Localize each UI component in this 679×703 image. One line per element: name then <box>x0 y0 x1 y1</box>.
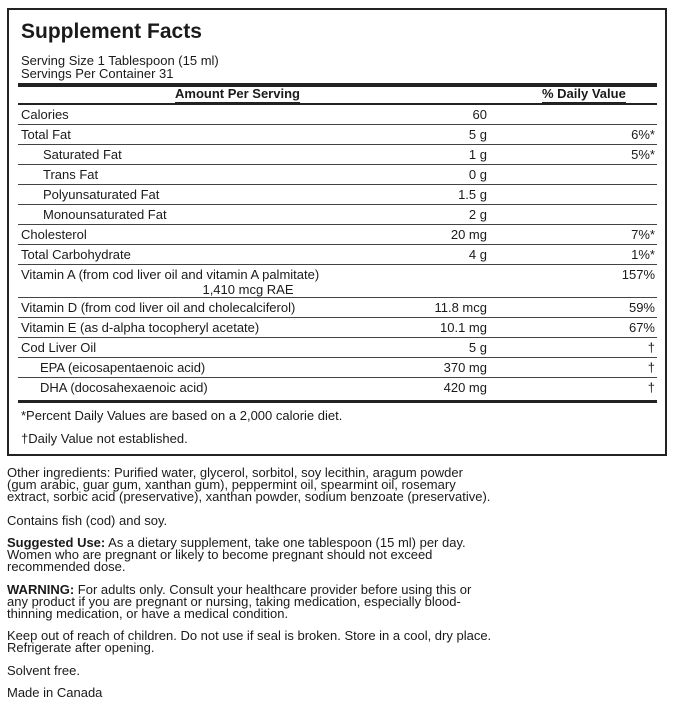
nutrient-amount: 370 mg <box>443 360 487 375</box>
nutrient-amount: 5 g <box>468 127 487 142</box>
serving-size: Serving Size 1 Tablespoon (15 ml) <box>21 53 219 68</box>
nutrient-row <box>18 105 657 125</box>
suggested-use-text: As a dietary supplement, take one tablespoon (15 ml) per day. <box>105 535 466 550</box>
supplement-facts-panel <box>7 8 667 456</box>
warning-text: thinning medication, or have a medical condition. <box>7 606 289 621</box>
nutrient-dv: 157% <box>621 267 655 282</box>
nutrient-amount: 1.5 g <box>458 187 487 202</box>
nutrient-row <box>18 225 657 245</box>
nutrient-amount: 1 g <box>468 147 487 162</box>
nutrient-row <box>18 298 657 318</box>
ingredients-line: (gum arabic, guar gum, xanthan gum), peppermint oil, spearmint oil, rosemary <box>7 477 456 492</box>
warning-text: any product if you are pregnant or nursing, taking medication, especially blood- <box>7 594 461 609</box>
nutrient-row <box>18 265 657 298</box>
nutrient-row <box>18 245 657 265</box>
suggested-use-text: recommended dose. <box>7 559 126 574</box>
nutrient-row <box>18 318 657 338</box>
nutrient-row <box>18 185 657 205</box>
nutrient-name: Total Carbohydrate <box>21 247 131 262</box>
suggested-use-label: Suggested Use: <box>7 535 106 550</box>
nutrient-name: Monounsaturated Fat <box>43 207 167 222</box>
nutrient-row <box>18 205 657 225</box>
nutrient-name: Cholesterol <box>21 227 87 242</box>
nutrient-name: Polyunsaturated Fat <box>43 187 160 202</box>
panel-title: Supplement Facts <box>21 20 202 43</box>
storage-text: Keep out of reach of children. Do not use if seal is broken. Store in a cool, dry place. <box>7 628 492 643</box>
nutrient-name: Calories <box>21 107 69 122</box>
other-ingredients <box>7 467 675 503</box>
nutrient-dv: † <box>647 380 655 395</box>
nutrient-name: DHA (docosahexaenoic acid) <box>40 380 208 395</box>
made-in: Made in Canada <box>7 685 103 700</box>
nutrient-amount: 60 <box>472 107 487 122</box>
nutrient-row <box>18 125 657 145</box>
allergen-statement: Contains fish (cod) and soy. <box>7 513 168 528</box>
ingredients-line: extract, sorbic acid (preservative), xanthan powder, sodium benzoate (preservative). <box>7 489 491 504</box>
nutrient-row <box>18 378 657 397</box>
nutrient-name: Vitamin A (from cod liver oil and vitamin A palmitate) <box>21 267 320 282</box>
suggested-use-text: Women who are pregnant or likely to become pregnant should not exceed <box>7 547 433 562</box>
nutrient-dv: 67% <box>628 320 655 335</box>
nutrient-amount: 10.1 mg <box>440 320 487 335</box>
nutrient-dv: 5%* <box>631 147 655 162</box>
nutrient-dv: † <box>647 340 655 355</box>
nutrient-dv: † <box>647 360 655 375</box>
nutrient-amount: 5 g <box>468 340 487 355</box>
storage-instructions <box>7 630 675 654</box>
nutrient-name: Trans Fat <box>43 167 99 182</box>
nutrient-name: EPA (eicosapentaenoic acid) <box>40 360 206 375</box>
nutrient-dv: 59% <box>628 300 655 315</box>
suggested-use <box>7 537 675 573</box>
nutrient-row <box>18 358 657 378</box>
nutrient-amount: 4 g <box>468 247 487 262</box>
footnote-dagger: †Daily Value not established. <box>21 431 188 446</box>
header-amount: Amount Per Serving <box>175 86 300 101</box>
nutrient-dv: 1%* <box>631 247 655 262</box>
servings-per-container: Servings Per Container 31 <box>21 66 174 81</box>
nutrient-amount: 1,410 mcg RAE <box>202 282 294 297</box>
nutrient-name: Cod Liver Oil <box>21 340 97 355</box>
solvent-free: Solvent free. <box>7 663 80 678</box>
nutrient-amount: 0 g <box>468 167 487 182</box>
nutrient-row <box>18 145 657 165</box>
ingredients-line: Other ingredients: Purified water, glycerol, sorbitol, soy lecithin, aragum powder <box>7 465 463 480</box>
nutrient-name: Saturated Fat <box>43 147 122 162</box>
nutrient-name: Total Fat <box>21 127 71 142</box>
nutrient-row <box>18 165 657 185</box>
nutrient-amount: 20 mg <box>450 227 487 242</box>
warning-text: For adults only. Consult your healthcare provider before using this or <box>74 582 472 597</box>
nutrient-amount: 420 mg <box>443 380 487 395</box>
warning-label: WARNING: <box>7 582 75 597</box>
nutrient-amount: 11.8 mcg <box>434 300 487 315</box>
nutrient-row <box>18 338 657 358</box>
warning <box>7 584 675 620</box>
nutrient-name: Vitamin E (as d-alpha tocopheryl acetate) <box>21 320 260 335</box>
nutrient-dv: 7%* <box>631 227 655 242</box>
storage-text: Refrigerate after opening. <box>7 640 155 655</box>
nutrient-amount: 2 g <box>468 207 487 222</box>
nutrient-name: Vitamin D (from cod liver oil and cholecalciferol) <box>21 300 296 315</box>
footnote-percent: *Percent Daily Values are based on a 2,000 calorie diet. <box>21 408 343 423</box>
header-daily-value: % Daily Value <box>542 86 626 101</box>
nutrient-dv: 6%* <box>631 127 655 142</box>
footnote-rule <box>18 400 657 403</box>
